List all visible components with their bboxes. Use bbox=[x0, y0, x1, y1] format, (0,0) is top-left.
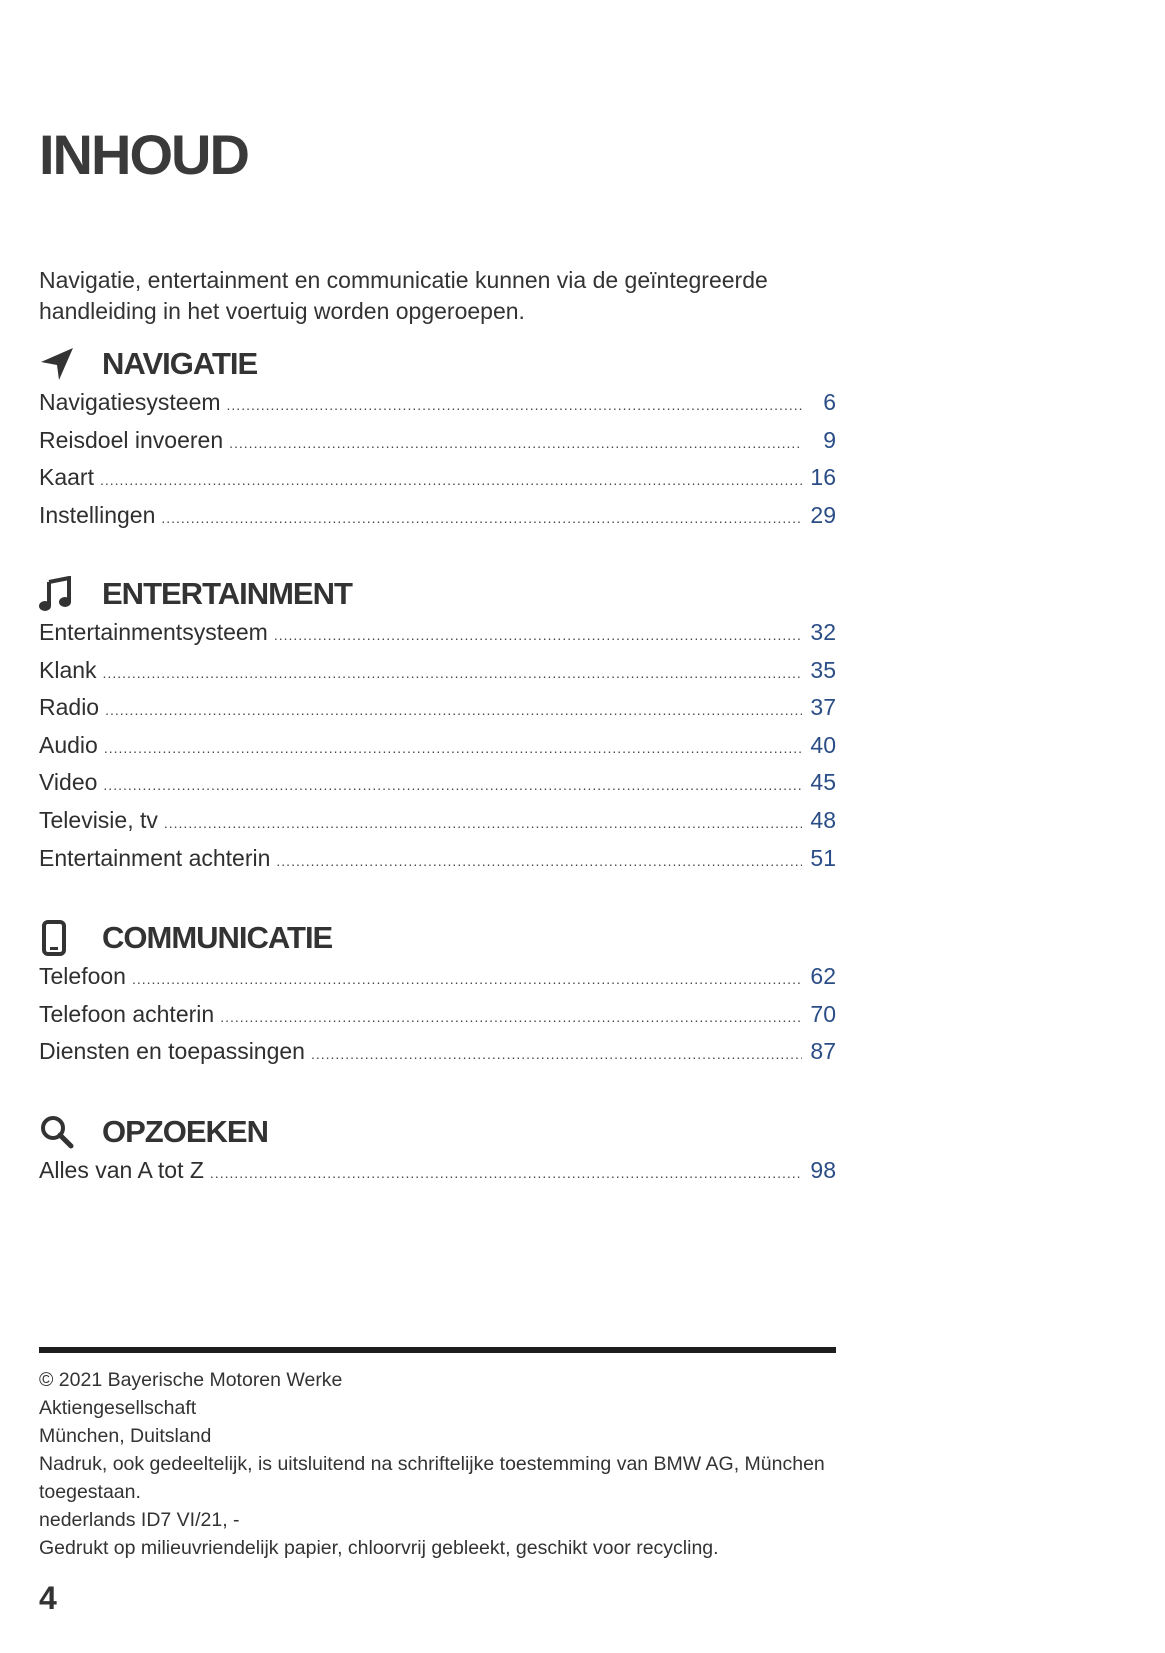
music-note-icon bbox=[39, 574, 83, 614]
toc-page-link[interactable]: 9 bbox=[823, 426, 836, 453]
toc-leader-dots bbox=[104, 740, 802, 756]
section-title: NAVIGATIE bbox=[102, 346, 258, 381]
section-title: OPZOEKEN bbox=[102, 1114, 268, 1149]
toc-page-link[interactable]: 29 bbox=[810, 501, 836, 528]
toc-item-label[interactable]: Kaart bbox=[39, 464, 94, 491]
toc-leader-dots bbox=[103, 777, 802, 793]
toc-leader-dots bbox=[105, 702, 802, 718]
imprint-line: Gedrukt op milieuvriendelijk papier, chloorvrij gebleekt, geschikt voor recycling. bbox=[39, 1537, 719, 1559]
toc-item[interactable] bbox=[39, 1157, 836, 1195]
section-header bbox=[39, 915, 836, 961]
section-header bbox=[39, 1109, 836, 1155]
toc-page-link[interactable]: 35 bbox=[810, 656, 836, 683]
toc-leader-dots bbox=[311, 1046, 802, 1062]
toc-item-label[interactable]: Diensten en toepassingen bbox=[39, 1038, 305, 1065]
toc-leader-dots bbox=[132, 971, 802, 987]
toc-item-label[interactable]: Entertainmentsysteem bbox=[39, 619, 268, 645]
toc-leader-dots bbox=[229, 435, 802, 451]
toc-leader-dots bbox=[100, 472, 802, 488]
toc-page-link[interactable]: 40 bbox=[810, 731, 836, 758]
imprint-line: nederlands ID7 VI/21, - bbox=[39, 1509, 240, 1531]
toc-leader-dots bbox=[103, 665, 802, 681]
toc-item-label[interactable]: Televisie, tv bbox=[39, 806, 158, 833]
toc-item-label[interactable]: Telefoon achterin bbox=[39, 1000, 215, 1027]
toc-item[interactable] bbox=[39, 657, 836, 695]
toc-item-label[interactable]: Entertainment achterin bbox=[39, 844, 271, 871]
toc-page-link[interactable]: 37 bbox=[810, 694, 836, 721]
toc-item[interactable] bbox=[39, 464, 836, 502]
toc-page-link[interactable]: 16 bbox=[810, 464, 836, 491]
divider-rule bbox=[39, 1347, 836, 1353]
phone-icon bbox=[39, 918, 83, 958]
toc-item[interactable] bbox=[39, 807, 836, 845]
toc-item[interactable] bbox=[39, 1001, 836, 1039]
section-header bbox=[39, 341, 836, 387]
toc-page-link[interactable]: 6 bbox=[823, 389, 836, 415]
section-communicatie bbox=[39, 915, 836, 1076]
navigation-arrow-icon bbox=[39, 344, 83, 384]
toc-page-link[interactable]: 70 bbox=[810, 1000, 836, 1027]
imprint-line: München, Duitsland bbox=[39, 1425, 212, 1447]
imprint-line: Aktiengesellschaft bbox=[39, 1397, 197, 1419]
toc-page-link[interactable]: 62 bbox=[810, 963, 836, 989]
toc-leader-dots bbox=[161, 510, 802, 526]
imprint-line: © 2021 Bayerische Motoren Werke bbox=[39, 1369, 343, 1391]
toc-page-link[interactable]: 98 bbox=[810, 1157, 836, 1183]
section-opzoeken bbox=[39, 1109, 836, 1195]
toc-item[interactable] bbox=[39, 389, 836, 427]
toc-item[interactable] bbox=[39, 1038, 836, 1076]
toc-leader-dots bbox=[274, 627, 802, 643]
toc-item[interactable] bbox=[39, 427, 836, 465]
section-title: ENTERTAINMENT bbox=[102, 576, 352, 611]
toc-item-label[interactable]: Audio bbox=[39, 731, 98, 758]
toc-item-label[interactable]: Reisdoel invoeren bbox=[39, 426, 224, 453]
section-title: COMMUNICATIE bbox=[102, 920, 333, 955]
toc-item-label[interactable]: Alles van A tot Z bbox=[39, 1157, 204, 1183]
imprint bbox=[39, 1366, 836, 1562]
section-header bbox=[39, 571, 836, 617]
toc-item[interactable] bbox=[39, 845, 836, 883]
intro-text: Navigatie, entertainment en communicatie kunnen via de geïntegreerde handleiding in het voertuig worden opgeroepen. bbox=[39, 267, 768, 324]
toc-item-label[interactable]: Telefoon bbox=[39, 963, 126, 989]
imprint-line: Nadruk, ook gedeeltelijk, is uitsluitend na schriftelijke toestemming van BMW AG, München toegestaan. bbox=[39, 1453, 825, 1503]
page-title: INHOUD bbox=[39, 123, 248, 186]
toc-leader-dots bbox=[227, 397, 802, 413]
toc-item[interactable] bbox=[39, 732, 836, 770]
toc-page-link[interactable]: 32 bbox=[810, 619, 836, 645]
toc-page-link[interactable]: 51 bbox=[810, 844, 836, 871]
toc-page-link[interactable]: 87 bbox=[810, 1038, 836, 1065]
toc-item-label[interactable]: Instellingen bbox=[39, 501, 156, 528]
section-navigatie bbox=[39, 341, 836, 539]
toc-item[interactable] bbox=[39, 502, 836, 540]
toc-item-label[interactable]: Video bbox=[39, 769, 98, 796]
toc-item[interactable] bbox=[39, 619, 836, 657]
toc-item[interactable] bbox=[39, 694, 836, 732]
toc-leader-dots bbox=[220, 1009, 802, 1025]
section-entertainment bbox=[39, 571, 836, 882]
page-number: 4 bbox=[39, 1580, 57, 1616]
toc-item[interactable] bbox=[39, 963, 836, 1001]
toc-leader-dots bbox=[276, 853, 802, 869]
toc-item-label[interactable]: Radio bbox=[39, 694, 100, 721]
toc-leader-dots bbox=[164, 815, 802, 831]
toc-leader-dots bbox=[210, 1165, 802, 1181]
search-icon bbox=[39, 1112, 83, 1152]
toc-item-label[interactable]: Klank bbox=[39, 656, 97, 683]
toc-page-link[interactable]: 45 bbox=[810, 769, 836, 796]
toc-item-label[interactable]: Navigatiesysteem bbox=[39, 389, 221, 415]
toc-item[interactable] bbox=[39, 769, 836, 807]
toc-page-link[interactable]: 48 bbox=[810, 806, 836, 833]
